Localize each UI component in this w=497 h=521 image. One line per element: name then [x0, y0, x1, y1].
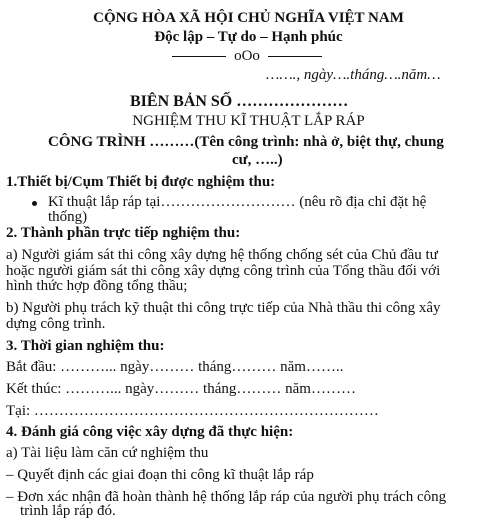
national-motto: Độc lập – Tự do – Hạnh phúc — [154, 29, 343, 45]
document-name: NGHIỆM THU KĨ THUẬT LẮP RÁP — [132, 113, 365, 129]
section-2-heading: 2. Thành phần trực tiếp nghiệm thu: — [6, 225, 241, 241]
national-title: CỘNG HÒA XÃ HỘI CHỦ NGHĨA VIỆT NAM — [93, 10, 404, 26]
section-1-bullet-line-2: thống) — [48, 209, 88, 225]
bullet-icon — [32, 201, 37, 206]
section-2-b-line-1: b) Người phụ trách kỹ thuật thi công trực tiếp của Nhà thầu thi công xây — [6, 300, 441, 316]
section-2-b-line-2: dựng công trình. — [6, 316, 106, 332]
section-2-a-line-1: a) Người giám sát thi công xây dựng hệ thống chống sét của Chủ đầu tư — [6, 247, 438, 263]
section-4-heading: 4. Đánh giá công việc xây dựng đã thực hiện: — [6, 424, 294, 440]
section-4-item-1: – Quyết định các giai đoạn thi công kĩ thuật lắp ráp — [6, 467, 314, 483]
section-2-a-line-2: hoặc người giám sát thi công xây dựng công trình của Tổng thầu đối với — [6, 263, 441, 279]
record-number: BIÊN BẢN SỐ ………………… — [130, 93, 349, 110]
section-4-item-2-line-2: trình lắp ráp đó. — [20, 503, 116, 519]
ornament-rule-right — [268, 56, 322, 57]
project-line-1: CÔNG TRÌNH ………(Tên công trình: nhà ở, biệt thự, chung — [48, 134, 444, 150]
section-4-item-2-line-1: – Đơn xác nhận đã hoàn thành hệ thống lắp ráp của người phụ trách công — [6, 489, 447, 505]
section-3-heading: 3. Thời gian nghiệm thu: — [6, 338, 165, 354]
place-line: Tại: …………………………………………………………… — [6, 403, 379, 419]
project-line-2: cư, …..) — [232, 152, 283, 168]
section-1-heading: 1.Thiết bị/Cụm Thiết bị được nghiệm thu: — [6, 174, 276, 190]
section-1-bullet-line-1: Kĩ thuật lắp ráp tại……………………… (nêu rõ địa chỉ đặt hệ — [48, 194, 427, 210]
section-4-a: a) Tài liệu làm căn cứ nghiệm thu — [6, 445, 209, 461]
end-time-line: Kết thúc: ………... ngày……… tháng……… năm……… — [6, 381, 356, 397]
section-2-a-line-3: hình thức hợp đồng tổng thầu; — [6, 278, 188, 294]
ornament: oOo — [234, 48, 260, 64]
date-line: ……., ngày….tháng….năm… — [266, 67, 441, 83]
start-time-line: Bắt đầu: ………... ngày……… tháng……… năm…….. — [6, 359, 344, 375]
ornament-rule-left — [172, 56, 226, 57]
